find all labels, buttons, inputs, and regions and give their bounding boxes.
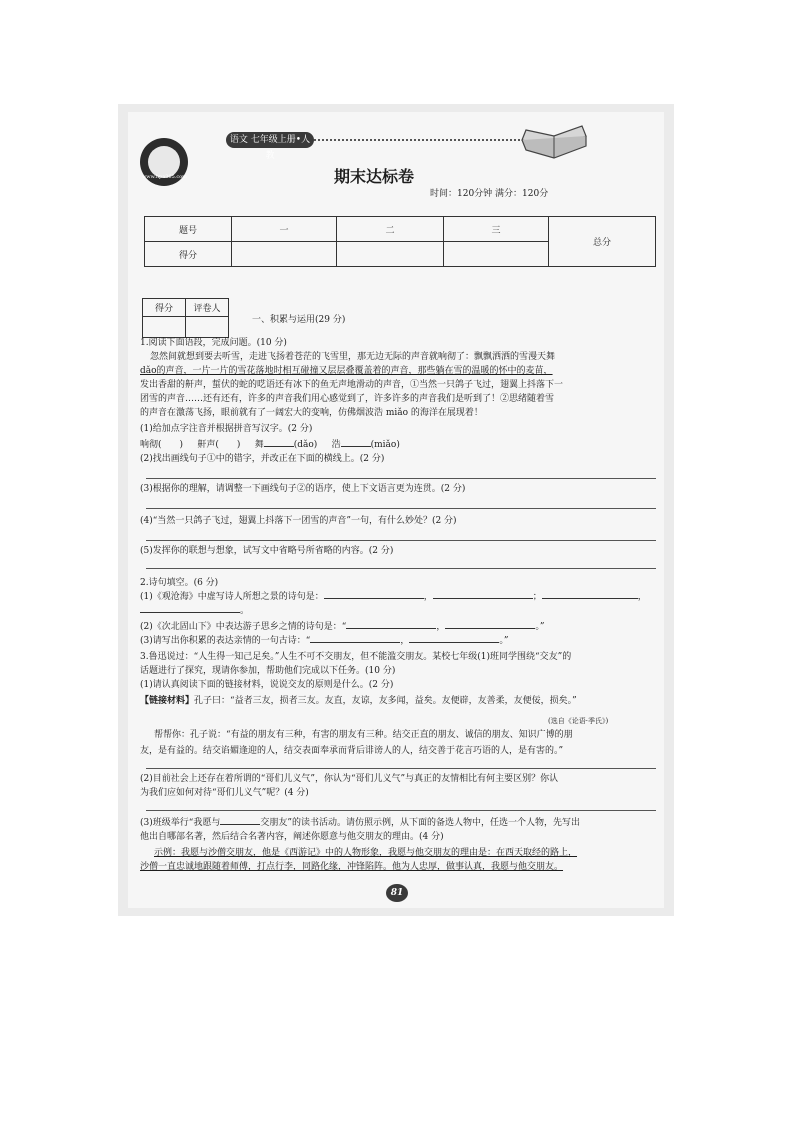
q1-sub1-items [140,438,400,452]
example-line: 示例：我愿与沙僧交朋友，他是《西游记》中的人物形象，我愿与他交朋友的理由是：在西天取经的路上， [154,848,578,858]
translation-line: 帮帮你：孔子说：“有益的朋友有三种，有害的朋友有三种。结交正直的朋友、诚信的朋友、知识广博的朋 [154,730,573,740]
score-table-header-row [145,217,656,242]
answer-line[interactable] [146,478,656,479]
subject-badge: 语文 七年级上册•人教 [226,132,314,148]
q2-sub3-text: (3)请写出你积累的表达亲情的一句古诗：“ [140,636,311,646]
source-note: (选自《论语·季氏》) [548,717,609,725]
q2-sub2: (2)《次北固山下》中表达游子思乡之情的诗句是：“ ， 。” [140,622,545,632]
answer-line[interactable] [146,810,656,811]
blank[interactable] [542,598,638,599]
passage-line: 团雪的声音……还有还有，许多的声音我们用心感觉到了，许多许多的声音我们是听到了！②思绪随着雪 [140,394,555,404]
blank[interactable] [346,628,436,629]
question-2-stem: 2.诗句填空。(6 分) [140,578,219,588]
passage-line: 的声音在激荡飞扬，眼前就有了一阔宏大的变响，仿佛烟波浩 miǎo 的海洋在展现着！ [140,408,483,418]
link-text: 孔子曰：“益者三友，损者三友。友直，友谅，友多闻，益矣。友便辟，友善柔，友便佞，损矣。” [194,696,577,706]
q1-sub1: (1)给加点字注音并根据拼音写汉字。(2 分) [140,424,313,434]
grader-cell[interactable] [143,317,186,338]
item-xiangche: 响彻( ) [140,440,184,450]
q2-sub1: (1)《观沧海》中虚写诗人所想之景的诗句是： ， ； ， [140,592,647,602]
q1-sub3: (3)根据你的理解，请调整一下画线句子②的语序，使上下文语言更为连贯。(2 分) [140,484,466,494]
grader-cell[interactable] [186,317,229,338]
score-table-cell: 二 [337,217,444,242]
question-3-stem: 3.鲁迅说过：“人生得一知己足矣。”人生不可不交朋友，但不能滥交朋友。某校七年级(1)班同学围绕“交友”的 [140,652,572,662]
score-table [144,216,656,267]
item-hao: 浩 [331,440,341,450]
item-hansheng: 鼾声( ) [197,440,241,450]
header-dotted-line [314,139,524,141]
answer-line[interactable] [146,540,656,541]
q2-sub1-cont: 。 [140,604,249,618]
q2-sub2-text: (2)《次北固山下》中表达游子思乡之情的诗句是：“ [140,622,347,632]
link-material [140,694,577,708]
example-line: 沙僧一直忠诚地跟随着师傅，打点行李，同路化缘，冲锋陷阵。他为人忠厚，做事认真，我愿与他交朋友。 [140,862,564,872]
pinyin-miao: (miǎo) [370,440,400,450]
passage-line: 忽然间就想到要去听雪，走进飞扬着苍茫的飞雪里，那无边无际的声音就响彻了：飘飘洒洒的雪漫天舞 [150,352,556,362]
score-table-cell[interactable] [444,242,549,267]
q3-sub3-cont: 他出自哪部名著，然后结合名著内容，阐述你愿意与他交朋友的理由。(4 分) [140,832,444,842]
blank[interactable] [433,598,533,599]
scanned-page [118,104,674,916]
passage-line: dǎo的声音，一片一片的雪花落地时相互碰撞又层层叠覆盖着的声音，那些躺在雪的温暖的怀中的麦苗， [140,366,553,376]
link-label: 【链接材料】 [140,696,195,706]
score-table-cell: 一 [232,217,337,242]
translation-line: 友，是有益的。结交谄媚逢迎的人，结交表面奉承而背后诽谤人的人，结交善于花言巧语的人，是有害的。” [140,746,564,756]
page-inner [128,112,664,908]
q3-sub2: (2)目前社会上还存在着所谓的“哥们儿义气”，你认为“哥们儿义气”与真正的友情相比有何主要区别？你认 [140,774,559,784]
score-table-cell[interactable] [337,242,444,267]
score-table-cell: 总分 [549,217,656,267]
blank[interactable] [264,446,294,447]
q3-sub3-text: (3)班级举行“我愿与 [140,818,221,828]
publisher-logo [140,138,188,186]
q3-sub3 [140,816,580,830]
q3-sub2-cont: 为我们应如何对待“哥们儿义气”呢？(4 分) [140,788,309,798]
question-3-stem-cont: 话题进行了探究，现请你参加，帮助他们完成以下任务。(10 分) [140,666,396,676]
grader-cell: 得分 [143,299,186,317]
grader-table [142,298,229,338]
section-heading: 一、积累与运用(29 分) [252,315,346,325]
grader-cell: 评卷人 [186,299,229,317]
blank[interactable] [409,642,499,643]
blank[interactable] [140,612,240,613]
answer-line[interactable] [146,768,656,769]
blank[interactable] [341,446,371,447]
q1-sub4: (4)“当然一只鸽子飞过，翅翼上抖落下一团雪的声音”一句，有什么妙处？(2 分) [140,516,457,526]
q1-sub2: (2)找出画线句子①中的错字，并改正在下面的横线上。(2 分) [140,454,385,464]
time-score-info: 时间：120分钟 满分：120分 [430,189,549,199]
passage-line: 发出香甜的鼾声，蜇伏的蛇的呓语还有冰下的鱼无声地滑动的声音，①当然一只鸽子飞过，翅翼上抖落下一 [140,380,564,390]
page-number: 81 [386,884,408,902]
q2-sub3: (3)请写出你积累的表达亲情的一句古诗：“ ， 。” [140,636,509,646]
logo-text: www.hpa365.com [142,174,187,180]
answer-line[interactable] [146,508,656,509]
page-title: 期末达标卷 [334,167,415,186]
score-table-cell: 题号 [145,217,232,242]
score-table-cell[interactable] [232,242,337,267]
pinyin-dao: (dǎo) [293,440,318,450]
blank[interactable] [324,598,424,599]
blank[interactable] [220,824,260,825]
score-table-cell: 三 [444,217,549,242]
blank[interactable] [310,642,400,643]
blank[interactable] [445,628,535,629]
open-book-icon [518,118,590,164]
item-wu: 舞 [254,440,264,450]
q3-sub3-text-b: 交朋友”的读书活动。请仿照示例，从下面的备选人物中，任选一个人物，先写出 [260,818,580,828]
score-table-cell: 得分 [145,242,232,267]
q2-sub1-text: (1)《观沧海》中虚写诗人所想之景的诗句是： [140,592,324,602]
answer-line[interactable] [146,568,656,569]
q3-sub1: (1)请认真阅读下面的链接材料，说说交友的原则是什么。(2 分) [140,680,394,690]
q1-sub5: (5)发挥你的联想与想象，试写文中省略号所省略的内容。(2 分) [140,546,394,556]
question-1-stem: 1.阅读下面语段，完成问题。(10 分) [140,338,287,348]
